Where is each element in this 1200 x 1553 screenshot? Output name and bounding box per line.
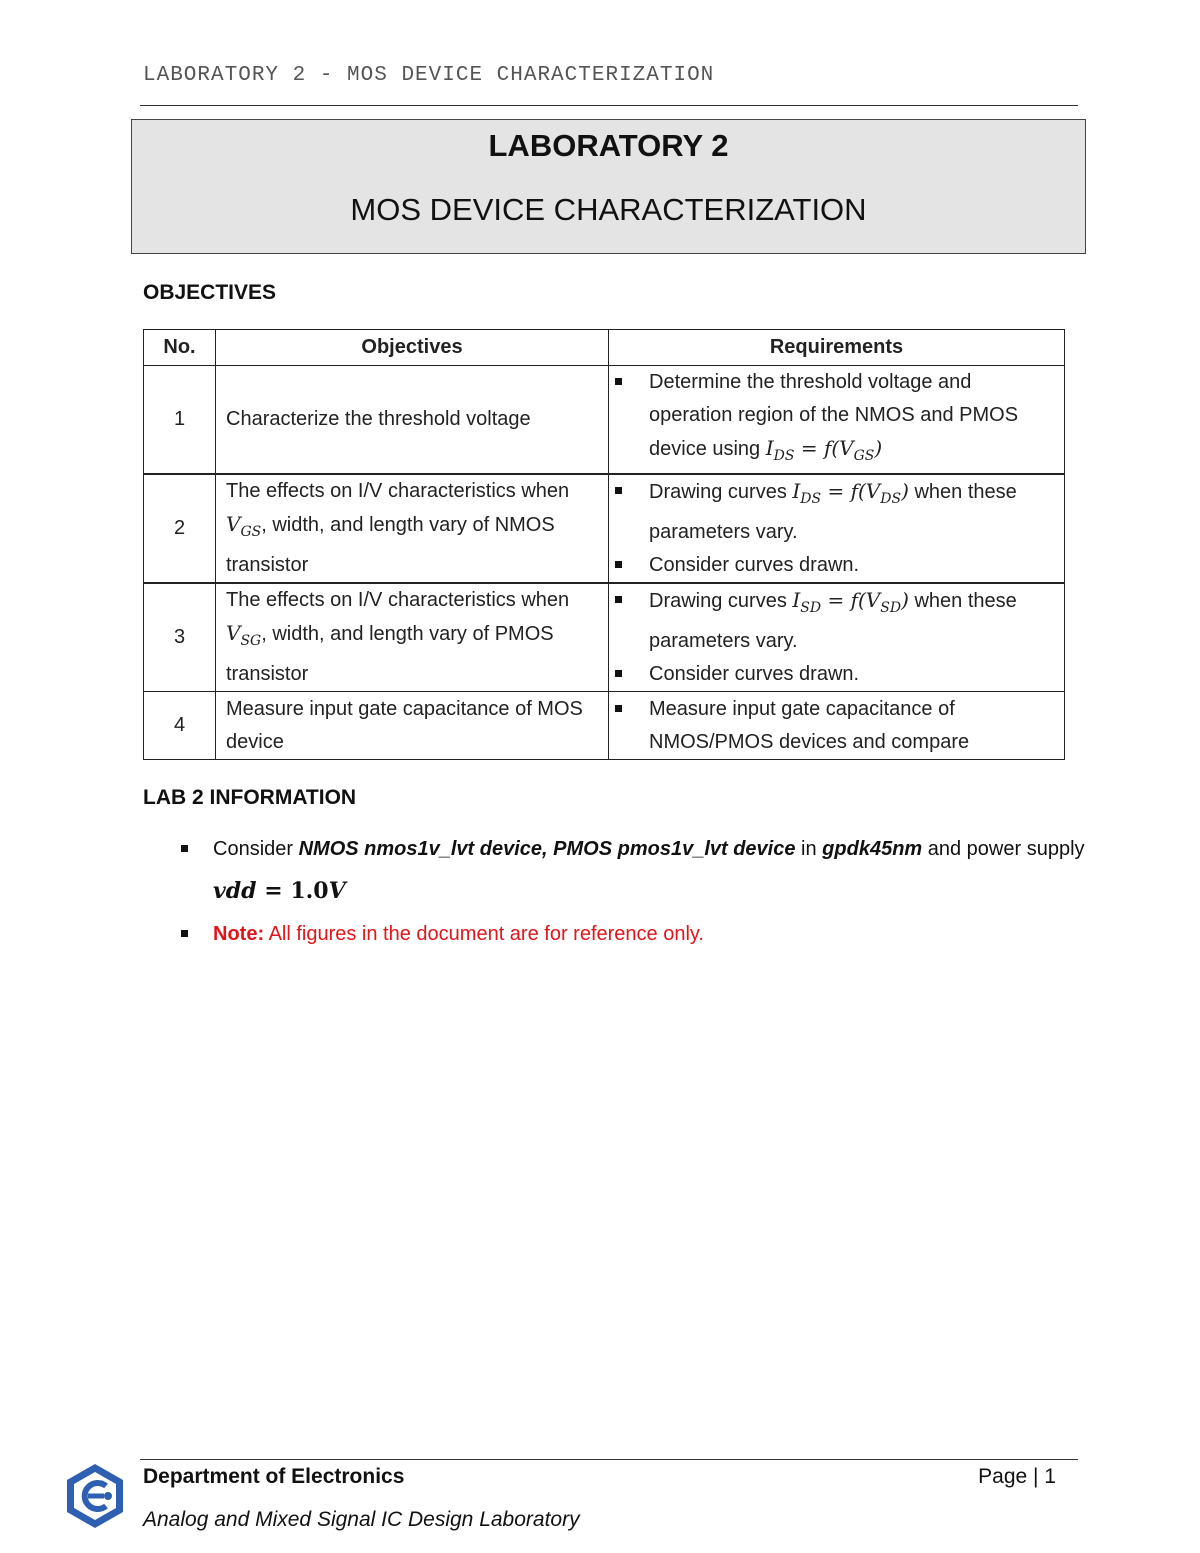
table-row: [144, 366, 1065, 475]
lab-info-list: [176, 833, 1096, 951]
column-header-no: No.: [144, 330, 216, 366]
running-header: LABORATORY 2 - MOS DEVICE CHARACTERIZATION: [143, 64, 715, 87]
requirement-item: Consider curves drawn.: [609, 658, 1056, 691]
note-label: Note:: [213, 923, 265, 945]
row-number: 4: [144, 692, 216, 760]
requirements-cell: [609, 366, 1065, 475]
requirement-item: Drawing curves $I_{DS} = f(V_{DS})$ when these parameters vary.: [609, 475, 1056, 549]
table-header-row: [144, 330, 1065, 366]
vdd-equation: [176, 866, 1096, 916]
objective-cell: The effects on I/V characteristics when $V_{SG}$, width, and length vary of PMOS transistor: [216, 583, 609, 692]
note-text: All figures in the document are for reference only.: [264, 923, 704, 945]
vdd-symbol: vdd: [213, 878, 257, 904]
title-box: [131, 119, 1086, 254]
title-sub: MOS DEVICE CHARACTERIZATION: [350, 192, 867, 227]
note-item: [176, 918, 1096, 951]
requirement-item: Drawing curves $I_{SD} = f(V_{SD})$ when these parameters vary.: [609, 584, 1056, 658]
column-header-requirements: Requirements: [609, 330, 1065, 366]
device-names: NMOS nmos1v_lvt device, PMOS pmos1v_lvt device: [298, 838, 796, 860]
objectives-heading: OBJECTIVES: [143, 281, 277, 304]
department-logo-icon: [64, 1462, 126, 1530]
requirement-item: Consider curves drawn.: [609, 549, 1056, 582]
table-row: [144, 474, 1065, 583]
table-row: [144, 583, 1065, 692]
requirement-item: Measure input gate capacitance of NMOS/PMOS devices and compare: [609, 693, 1056, 759]
page-number: Page | 1: [978, 1465, 1056, 1488]
row-number: 1: [144, 366, 216, 475]
header-rule: [140, 105, 1078, 106]
requirements-cell: [609, 583, 1065, 692]
objective-cell: Characterize the threshold voltage: [216, 366, 609, 475]
column-header-objectives: Objectives: [216, 330, 609, 366]
objectives-table: [143, 329, 1065, 760]
info-text: Consider: [213, 838, 299, 860]
vdd-value: = 1.0: [256, 878, 329, 904]
info-text: in: [795, 838, 823, 860]
objective-cell: Measure input gate capacitance of MOS device: [216, 692, 609, 760]
table-row: [144, 692, 1065, 760]
footer-lab-name: Analog and Mixed Signal IC Design Laboratory: [143, 1508, 580, 1531]
row-number: 2: [144, 474, 216, 583]
lab-info-heading: LAB 2 INFORMATION: [143, 786, 357, 809]
pdk-name: gpdk45nm: [822, 838, 923, 860]
objective-cell: The effects on I/V characteristics when $V_{GS}$, width, and length vary of NMOS transistor: [216, 474, 609, 583]
requirement-item: Determine the threshold voltage and operation region of the NMOS and PMOS device using $I_{DS} = f(V_{GS})$: [609, 366, 1056, 473]
info-item-devices: [176, 833, 1096, 866]
footer-department: Department of Electronics: [143, 1465, 405, 1488]
title-main: LABORATORY 2: [488, 128, 729, 163]
requirements-cell: [609, 474, 1065, 583]
row-number: 3: [144, 583, 216, 692]
vdd-unit: V: [328, 878, 346, 904]
info-text: and power supply: [922, 838, 1085, 860]
footer-rule: [140, 1459, 1078, 1460]
requirements-cell: [609, 692, 1065, 760]
